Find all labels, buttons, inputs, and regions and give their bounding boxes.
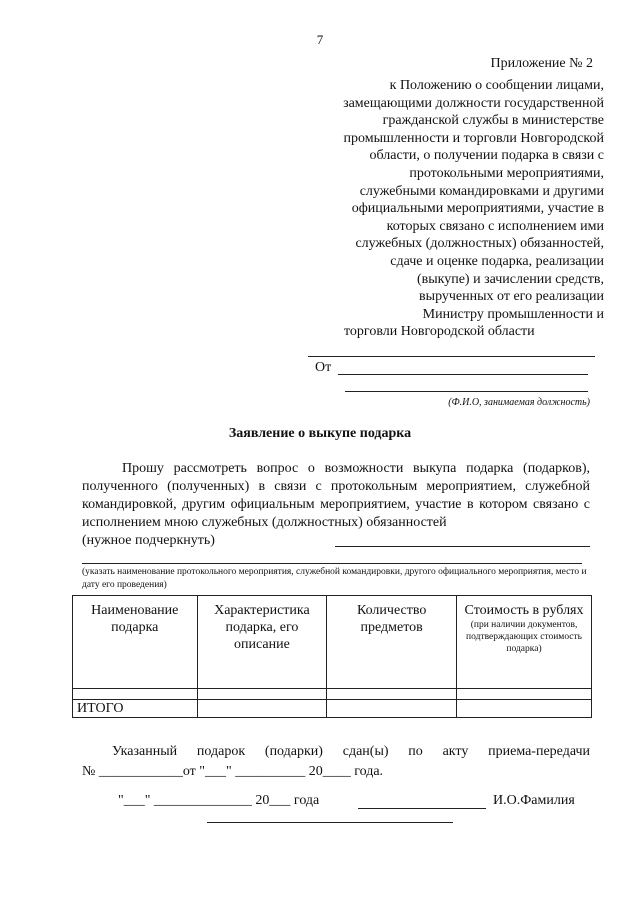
appendix-line: служебными командировками и другими [359,183,604,199]
fio-caption: (Ф.И.О, занимаемая должность) [448,397,590,408]
appendix-line: официальными мероприятиями, участие в [351,201,604,217]
appendix-line: гражданской службы в министерстве [382,113,604,129]
table-cell[interactable] [327,689,457,700]
header-cost [457,596,592,689]
event-field-line-1[interactable] [335,546,590,547]
header-description: Характеристика подарка, его описание [197,596,327,689]
addressee-rule [308,356,595,357]
request-paragraph [82,460,590,550]
document-title: Заявление о выкупе подарка [228,426,412,441]
event-hint: (указать наименование протокольного мероприятия, служебной командировки, другого официального мероприятия, место и дату его проведения) [82,567,587,590]
table-cell[interactable] [327,700,457,718]
appendix-title: Приложение № 2 [490,56,593,71]
page-number: 7 [316,32,324,47]
from-label: От [315,360,332,375]
signature-field[interactable] [358,808,486,809]
table-cell[interactable] [197,689,327,700]
gifts-table [72,595,592,718]
appendix-block [304,77,604,341]
signature-bottom-rule [207,822,453,823]
appendix-line: промышленности и торговли Новгородской [343,130,604,146]
header-cost-note: (при наличии документов, подтверждающих стоимость подарка) [466,620,582,654]
appendix-line: которых связано с исполнением ими [386,218,604,234]
signature-name: И.О.Фамилия [493,793,575,808]
total-row [73,700,592,718]
addressee-line: Министру промышленности и [422,306,604,322]
appendix-line: области, о получении подарка в связи с [369,148,604,164]
signature-date: "___" ______________ 20___ года [118,793,320,808]
from-name-field[interactable] [338,374,588,375]
handover-line-2: № ____________от "___" __________ 20____ года. [82,764,384,779]
table-cell[interactable] [457,689,592,700]
table-cell[interactable] [73,689,198,700]
from-position-field[interactable] [345,391,588,392]
appendix-line: вырученных от его реализации [419,289,604,305]
table-cell[interactable] [197,700,327,718]
underline-note: (нужное подчеркнуть) [82,533,215,548]
appendix-line: сдаче и оценке подарка, реализации [390,253,604,269]
appendix-line: замещающими должности государственной [343,95,604,111]
appendix-line: протокольными мероприятиями, [409,165,604,181]
appendix-line: (выкупе) и зачислении средств, [416,271,604,287]
handover-paragraph [82,742,590,782]
event-field-line-2[interactable] [82,563,582,564]
table-cell[interactable] [457,700,592,718]
addressee-line: торговли Новгородской области [344,324,535,340]
request-text: Прошу рассмотреть вопрос о возможности выкупа подарка (подарков), полученного (полученных) в связи с протокольным мероприятием, служебной командировкой, другим официальным мероприятием, участие в котором связано с исполнением мною служебных (должностных) обязанностей [82,461,590,530]
table-row [73,689,592,700]
header-name: Наименование подарка [73,596,198,689]
handover-line-1: Указанный подарок (подарки) сдан(ы) по акту приема-передачи [112,744,590,759]
total-label: ИТОГО [73,700,198,718]
appendix-line: служебных (должностных) обязанностей, [355,236,604,252]
appendix-line: к Положению о сообщении лицами, [389,78,604,93]
header-quantity: Количество предметов [327,596,457,689]
header-cost-label: Стоимость в рублях [464,603,584,618]
